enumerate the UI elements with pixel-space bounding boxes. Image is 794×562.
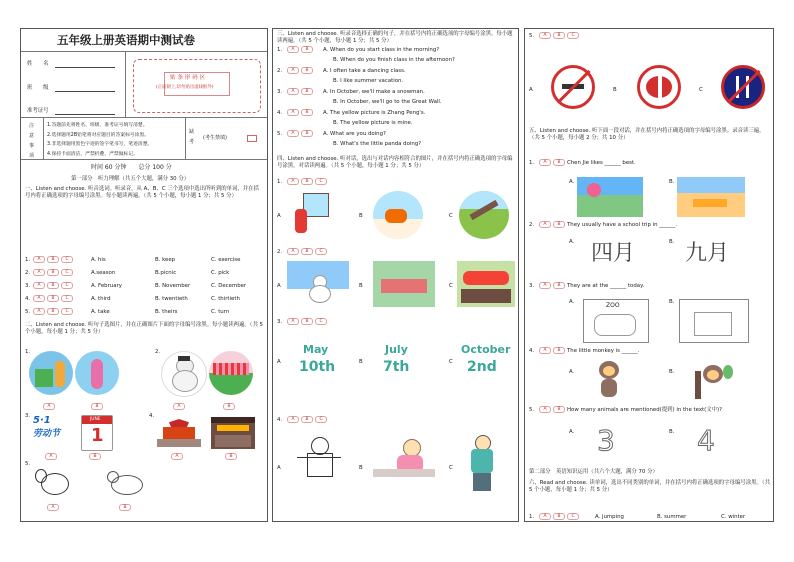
q1-3-number: 3. <box>25 283 31 289</box>
q3-4-option-a: A. The yellow picture is Zhang Peng's. <box>323 110 426 116</box>
q5-2-a-bubble[interactable]: A <box>539 221 551 228</box>
q3-3-number: 3. <box>277 89 283 95</box>
q1-2-number: 2. <box>25 270 31 276</box>
q1-2-b-bubble[interactable]: B <box>47 269 59 276</box>
q4-4-c-bubble[interactable]: C <box>315 416 327 423</box>
q1-1-c-bubble[interactable]: C <box>61 256 73 263</box>
q4-2-b-letter: B <box>359 283 363 289</box>
q3-4-b-bubble[interactable]: B <box>301 109 313 116</box>
q4-2-c-bubble[interactable]: C <box>315 248 327 255</box>
q1-1-option-c: C. exercise <box>211 257 241 263</box>
q4-3-b-bubble[interactable]: B <box>301 318 313 325</box>
no-smoking-sign-icon <box>551 65 595 109</box>
time-score: 时间 60 分钟 总分 100 分 <box>91 164 172 171</box>
q1-5-b-bubble[interactable]: B <box>47 308 59 315</box>
q2-4-number: 4. <box>149 413 155 419</box>
q4-4-number: 4. <box>277 417 283 423</box>
q1-4-a-bubble[interactable]: A <box>33 295 45 302</box>
q1-4-c-bubble[interactable]: C <box>61 295 73 302</box>
q1-3-a-bubble[interactable]: A <box>33 282 45 289</box>
notes-label: 注 意 事 项 <box>29 123 35 159</box>
q4-5-c-bubble[interactable]: C <box>567 32 579 39</box>
q1-4-b-bubble[interactable]: B <box>47 295 59 302</box>
q4-3-a-bubble[interactable]: A <box>287 318 299 325</box>
barcode-area <box>133 59 261 113</box>
q1-5-option-c: C. turn <box>211 309 230 315</box>
farm-image <box>679 299 749 343</box>
q5-3-a-letter: A. <box>569 299 575 305</box>
sign-c-letter: C <box>699 87 703 93</box>
q5-4-number: 4. <box>529 348 535 354</box>
q4-1-a-letter: A <box>277 213 281 219</box>
q4-3-b-letter: B <box>359 359 363 365</box>
q1-2-option-a: A.season <box>91 270 116 276</box>
q3-5-a-bubble[interactable]: A <box>287 130 299 137</box>
q1-2-a-bubble[interactable]: A <box>33 269 45 276</box>
q6-1-option-b: B. summer <box>657 514 687 520</box>
q2-1-option-b-image <box>75 351 119 395</box>
part1-heading: 第一部分 听力理解（共五个大题，满分 30 分） <box>71 176 190 182</box>
q3-1-option-a: A. When do you start class in the morning? <box>323 47 440 53</box>
q5-2-b-bubble[interactable]: B <box>553 221 565 228</box>
q2-4-a-bubble[interactable]: A <box>171 453 183 460</box>
q5-1-option-b-image <box>677 177 745 217</box>
q6-1-option-a: A. jumping <box>595 514 624 520</box>
q3-3-a-bubble[interactable]: A <box>287 88 299 95</box>
q2-5-option-b-image <box>103 467 149 499</box>
q2-3-option-a-image: 5·1 劳动节 <box>33 415 61 439</box>
q3-5-option-a: A. What are you doing? <box>323 131 386 137</box>
zoo-image: ZOO <box>583 299 649 343</box>
q5-3-b-bubble[interactable]: B <box>553 282 565 289</box>
q3-2-a-bubble[interactable]: A <box>287 67 299 74</box>
q5-1-text: Chen Jie likes ______ best. <box>567 160 636 166</box>
q5-4-b-bubble[interactable]: B <box>553 347 565 354</box>
q1-5-a-bubble[interactable]: A <box>33 308 45 315</box>
q4-4-option-a-image <box>297 433 341 493</box>
q1-5-option-a: A. take <box>91 309 110 315</box>
q5-2-number: 2. <box>529 222 535 228</box>
q4-1-number: 1. <box>277 179 283 185</box>
q5-3-a-bubble[interactable]: A <box>539 282 551 289</box>
q3-5-option-b: B. What's the little panda doing? <box>333 141 422 147</box>
q5-4-a-bubble[interactable]: A <box>539 347 551 354</box>
q4-4-b-bubble[interactable]: B <box>301 416 313 423</box>
q1-1-number: 1. <box>25 257 31 263</box>
exam-id-field[interactable] <box>55 114 115 115</box>
q5-1-option-a-image <box>577 177 643 217</box>
q1-1-option-b: B. keep <box>155 257 176 263</box>
q1-5-c-bubble[interactable]: C <box>61 308 73 315</box>
q4-1-b-bubble[interactable]: B <box>301 178 313 185</box>
q2-2-option-b-image <box>209 351 253 395</box>
q3-2-number: 2. <box>277 68 283 74</box>
q1-2-option-b: B.picnic <box>155 270 177 276</box>
date-a-month: May <box>303 343 329 356</box>
q4-4-option-c-image <box>463 433 503 495</box>
q5-2-b-letter: B. <box>669 239 675 245</box>
q5-5-b-letter: B. <box>669 429 675 435</box>
q5-2-text: They usually have a school trip in ______. <box>567 222 678 228</box>
q5-5-number: 5. <box>529 407 535 413</box>
q2-3-option-b-image: JUNE 1 <box>81 415 113 451</box>
q1-5-option-b: B. theirs <box>155 309 178 315</box>
q1-3-option-b: B. November <box>155 283 191 289</box>
q4-1-option-a-image <box>287 189 343 241</box>
section5-instructions: 五、Listen and choose. 听下面一段对话，并在括号内将正确选项的字母编号涂黑。录音读三遍。（共 5 个小题，每小题 2 分；共 10 分） <box>529 128 765 141</box>
q5-5-a-bubble[interactable]: A <box>539 406 551 413</box>
q2-1-b-bubble[interactable]: B <box>91 403 103 410</box>
q4-3-c-bubble[interactable]: C <box>315 318 327 325</box>
q5-3-b-letter: B. <box>669 299 675 305</box>
right-column <box>524 28 774 522</box>
q5-1-b-letter: B. <box>669 179 675 185</box>
q1-2-c-bubble[interactable]: C <box>61 269 73 276</box>
q2-2-number: 2. <box>155 349 161 355</box>
q4-3-c-letter: C <box>449 359 453 365</box>
q1-4-number: 4. <box>25 296 31 302</box>
q3-3-option-a: A. In October, we'll make a snowman. <box>323 89 425 95</box>
q3-1-number: 1. <box>277 47 283 53</box>
name-field[interactable] <box>55 67 115 68</box>
part2-heading: 第二部分 英语知识运用（共六个大题，满分 70 分） <box>529 469 658 475</box>
date-c-month: October <box>461 343 511 356</box>
q4-2-a-bubble[interactable]: A <box>287 248 299 255</box>
q5-1-b-bubble[interactable]: B <box>553 159 565 166</box>
q4-3-number: 3. <box>277 319 283 325</box>
q2-2-a-bubble[interactable]: A <box>173 403 185 410</box>
q3-2-option-a: A. I often take a dancing class. <box>323 68 406 74</box>
date-c-day: 2nd <box>467 359 497 375</box>
date-b-month: July <box>385 343 408 356</box>
barcode-title: 贴 条 形 码 区 <box>170 75 206 81</box>
no-eating-sign-icon <box>721 65 765 109</box>
q6-1-number: 1. <box>529 514 535 520</box>
section1-instructions: 一、Listen and choose. 听音选词。听录音，从 A、B、C 三个选项中选出所听到的单词，并在括号内将正确选项的字母编号涂黑。每小题读两遍。（共 5 个小题，每小题 1 分；共 5 分） <box>25 186 259 199</box>
number-three: 3 <box>597 424 615 457</box>
q2-1-option-a-image <box>29 351 73 395</box>
q4-5-b-bubble[interactable]: B <box>553 32 565 39</box>
q3-2-b-bubble[interactable]: B <box>301 67 313 74</box>
q1-4-option-a: A. third <box>91 296 111 302</box>
q1-3-b-bubble[interactable]: B <box>47 282 59 289</box>
number-four: 4 <box>697 424 715 457</box>
q3-4-number: 4. <box>277 110 283 116</box>
q4-4-option-b-image <box>373 435 435 485</box>
q4-4-b-letter: B <box>359 465 363 471</box>
q1-5-number: 5. <box>25 309 31 315</box>
q4-4-a-bubble[interactable]: A <box>287 416 299 423</box>
q3-1-a-bubble[interactable]: A <box>287 46 299 53</box>
monkey-b-image <box>695 361 735 399</box>
name-label: 姓 名 <box>27 61 49 67</box>
q4-2-a-letter: A <box>277 283 281 289</box>
q3-5-b-bubble[interactable]: B <box>301 130 313 137</box>
section2-instructions: 二、Listen and choose. 听句子选图片，并在正确图片下面的字母编号涂黑。每小题读两遍。（共 5 个小题，每小题 1 分；共 5 分） <box>25 322 263 335</box>
q1-4-option-b: B. twentieth <box>155 296 188 302</box>
q4-1-a-bubble[interactable]: A <box>287 178 299 185</box>
exam-id-label: 准考证号 <box>27 108 49 114</box>
q4-4-a-letter: A <box>277 465 281 471</box>
q3-2-option-b: B. I like summer vacation. <box>333 78 404 84</box>
q2-5-option-a-image <box>33 465 73 499</box>
q4-2-number: 2. <box>277 249 283 255</box>
q4-1-option-b-image <box>373 191 423 239</box>
q1-3-c-bubble[interactable]: C <box>61 282 73 289</box>
q4-4-c-letter: C <box>449 465 453 471</box>
month-april: 四月 <box>591 241 636 266</box>
q1-3-option-c: C. December <box>211 283 247 289</box>
q2-1-number: 1. <box>25 349 31 355</box>
q6-1-c-bubble[interactable]: C <box>567 513 579 520</box>
q4-1-b-letter: B <box>359 213 363 219</box>
q2-3-a-bubble[interactable]: A <box>45 453 57 460</box>
absent-note: (考生禁填) <box>203 135 227 141</box>
date-a-day: 10th <box>299 359 336 375</box>
q5-3-number: 3. <box>529 283 535 289</box>
q3-1-option-b: B. When do you finish class in the afternoon? <box>333 57 455 63</box>
notes-list: 1.答题前先将姓名、班级、准考证号填写清楚。 2.选择题用2B铅笔将对应题目的答案标号涂黑。 3.非选择题用黑色字迹的签字笔书写，笔迹清楚。 4.保持卡面清洁，严禁折叠，严禁做标记。 <box>47 123 153 157</box>
q1-1-b-bubble[interactable]: B <box>47 256 59 263</box>
q5-5-b-bubble[interactable]: B <box>553 406 565 413</box>
middle-column <box>272 28 519 522</box>
q4-2-option-a-image <box>287 261 349 307</box>
section6-instructions: 六、Read and choose. 读单词，选出不同类别的单词，并在括号内将正确选项的字母编号涂黑。（共 5 个小题，每小题 1 分；共 5 分） <box>529 480 771 493</box>
q6-1-b-bubble[interactable]: B <box>553 513 565 520</box>
q4-5-number: 5. <box>529 33 535 39</box>
q5-1-number: 1. <box>529 160 535 166</box>
q3-3-b-bubble[interactable]: B <box>301 88 313 95</box>
q4-2-option-b-image <box>373 261 435 307</box>
section3-instructions: 三、Listen and choose. 听录音选择正确的句子，并在括号内将正确选项的字母编号涂黑。每小题读两遍。（共 5 个小题，每小题 1 分；共 5 分） <box>277 31 513 44</box>
q1-2-option-c: C. pick <box>211 270 230 276</box>
month-september: 九月 <box>685 241 730 266</box>
q2-5-a-bubble[interactable]: A <box>47 504 59 511</box>
q4-1-c-bubble[interactable]: C <box>315 178 327 185</box>
q2-2-option-a-image <box>161 351 207 397</box>
q3-1-b-bubble[interactable]: B <box>301 46 313 53</box>
section4-instructions: 四、Listen and choose. 听对话，选出与对话内容相符合的图片，并在括号内将正确选项的字母编号涂黑。对话读两遍。（共 5 个小题，每小题 1 分；共 5 分） <box>277 156 513 169</box>
q4-5-a-bubble[interactable]: A <box>539 32 551 39</box>
q2-2-b-bubble[interactable]: B <box>223 403 235 410</box>
q5-5-text: How many animals are mentioned(提到) in the text(文中)? <box>567 407 722 413</box>
q2-5-b-bubble[interactable]: B <box>119 504 131 511</box>
q6-1-option-c: C. winter <box>721 514 746 520</box>
q4-2-option-c-image <box>457 261 515 307</box>
q3-5-number: 5. <box>277 131 283 137</box>
q3-3-option-b: B. In October, we'll go to the Great Wall. <box>333 99 442 105</box>
left-column <box>20 28 268 522</box>
q2-4-option-a-image <box>157 419 201 447</box>
q2-5-number: 5. <box>25 461 31 467</box>
q1-4-option-c: C. thirtieth <box>211 296 240 302</box>
q2-4-option-b-image <box>211 417 255 449</box>
sign-b-letter: B <box>613 87 617 93</box>
date-b-day: 7th <box>383 359 410 375</box>
q4-1-c-letter: C <box>449 213 453 219</box>
q4-1-option-c-image <box>459 191 509 239</box>
class-label: 班 级 <box>27 85 49 91</box>
sign-a-letter: A <box>529 87 533 93</box>
q4-3-a-letter: A <box>277 359 281 365</box>
q5-5-a-letter: A. <box>569 429 575 435</box>
q5-2-a-letter: A. <box>569 239 575 245</box>
q1-3-option-a: A. February <box>91 283 122 289</box>
barcode-note: (正面朝上,切勿贴出虚线框外) <box>156 85 214 90</box>
class-field[interactable] <box>55 91 115 92</box>
quiet-sign-icon <box>637 65 681 109</box>
q5-1-a-letter: A. <box>569 179 575 185</box>
q5-4-a-letter: A. <box>569 369 575 375</box>
q1-1-option-a: A. his <box>91 257 106 263</box>
q2-3-number: 3. <box>25 413 31 419</box>
q1-1-a-bubble[interactable]: A <box>33 256 45 263</box>
q2-1-a-bubble[interactable]: A <box>43 403 55 410</box>
q5-3-text: They are at the ______ today. <box>567 283 645 289</box>
q5-4-text: The little monkey is ______. <box>567 348 640 354</box>
monkey-a-image <box>595 361 623 399</box>
q2-3-b-bubble[interactable]: B <box>89 453 101 460</box>
absent-label: 缺 考 <box>189 129 195 145</box>
q5-4-b-letter: B. <box>669 369 675 375</box>
q4-2-b-bubble[interactable]: B <box>301 248 313 255</box>
q6-1-a-bubble[interactable]: A <box>539 513 551 520</box>
q3-4-option-b: B. The yellow picture is mine. <box>333 120 413 126</box>
q3-4-a-bubble[interactable]: A <box>287 109 299 116</box>
absent-box[interactable] <box>247 135 257 142</box>
q4-2-c-letter: C <box>449 283 453 289</box>
q5-1-a-bubble[interactable]: A <box>539 159 551 166</box>
q2-4-b-bubble[interactable]: B <box>225 453 237 460</box>
exam-title: 五年级上册英语期中测试卷 <box>57 33 195 47</box>
